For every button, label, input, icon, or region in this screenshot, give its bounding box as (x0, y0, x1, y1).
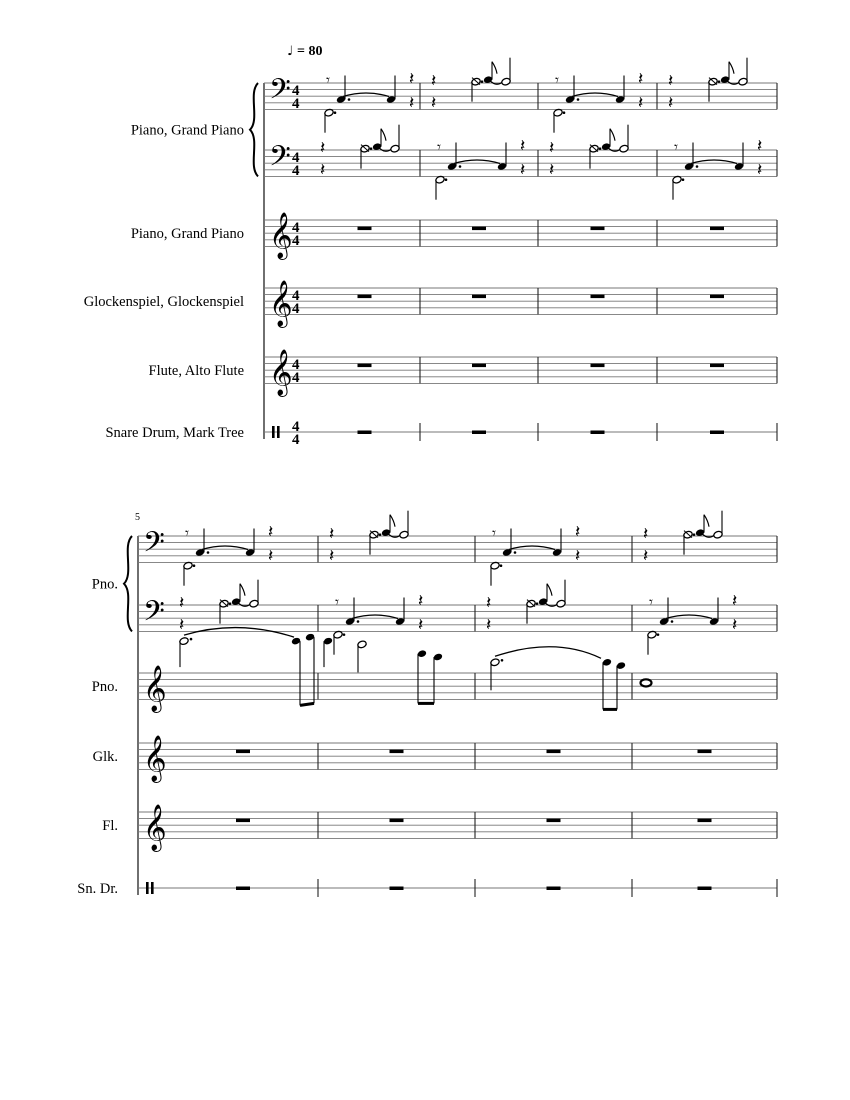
whole-rest-icon (710, 364, 724, 368)
whole-rest-icon (358, 295, 372, 299)
whole-rest-icon (236, 750, 250, 754)
measure-1 (320, 125, 400, 180)
treble-clef-icon: 𝄞 (269, 280, 293, 327)
measure-4 (672, 136, 762, 200)
bass-clef-icon: 𝄢 (143, 526, 165, 567)
measure-2 (472, 364, 486, 368)
measure-6 (390, 887, 404, 891)
staff-piano1-lh (264, 125, 777, 200)
measure-6 (333, 591, 423, 655)
treble-clef-icon: 𝄞 (269, 349, 293, 396)
measure-3 (591, 295, 605, 299)
tempo-marking (287, 44, 322, 59)
measure-3 (591, 431, 605, 435)
quarter-rest-icon: 𝄽 (179, 614, 185, 635)
quarter-rest-icon: 𝄽 (549, 159, 555, 180)
whole-rest-icon (472, 295, 486, 299)
time-signature-denominator: 4 (292, 96, 300, 113)
quarter-rest-icon: 𝄽 (549, 138, 555, 158)
time-signature-numerator: 4 (292, 288, 300, 305)
measure-7 (486, 580, 566, 635)
quarter-rest-icon: 𝄽 (431, 92, 437, 113)
eighth-rest-icon: 𝄾 (492, 524, 496, 542)
time-signature-denominator: 4 (292, 301, 300, 318)
eighth-rest-icon: 𝄾 (649, 593, 653, 611)
quarter-rest-icon: 𝄽 (638, 92, 644, 113)
whole-rest-icon (472, 431, 486, 435)
whole-rest-icon (472, 364, 486, 368)
whole-rest-icon (236, 819, 250, 823)
treble-clef-icon: 𝄞 (269, 212, 293, 259)
time-signature-numerator: 4 (292, 83, 300, 100)
eighth-rest-icon: 𝄾 (437, 138, 441, 156)
piano-brace (250, 83, 258, 176)
system-2 (77, 511, 777, 897)
treble-clef-icon: 𝄞 (143, 665, 167, 712)
staff-piano1-lh (138, 580, 777, 655)
quarter-rest-icon: 𝄽 (418, 614, 424, 635)
staff-snare (105, 419, 777, 448)
instrument-label: Flute, Alto Flute (148, 363, 244, 380)
measure-4 (668, 58, 748, 113)
bass-clef-icon: 𝄢 (269, 140, 291, 181)
instrument-label: Pno. (91, 679, 118, 696)
system-1 (84, 58, 777, 448)
quarter-rest-icon: 𝄽 (179, 593, 185, 613)
measure-5 (236, 750, 250, 754)
measure-3 (591, 364, 605, 368)
staff-piano2 (131, 212, 777, 260)
measure-2 (472, 295, 486, 299)
instrument-label: Snare Drum, Mark Tree (105, 425, 244, 441)
bass-clef-icon: 𝄢 (143, 595, 165, 636)
quarter-rest-icon: 𝄽 (320, 138, 326, 158)
instrument-label: Piano, Grand Piano (130, 122, 244, 139)
measure-8 (641, 679, 652, 686)
whole-rest-icon (591, 364, 605, 368)
whole-rest-icon (698, 819, 712, 823)
time-signature-denominator: 4 (292, 233, 300, 250)
time-signature-denominator: 4 (292, 163, 300, 180)
quarter-rest-icon: 𝄽 (520, 159, 526, 180)
measure-8 (647, 591, 737, 655)
quarter-rest-icon: 𝄽 (643, 545, 649, 566)
quarter-rest-icon: 𝄽 (409, 92, 415, 113)
measure-5 (236, 887, 250, 891)
quarter-rest-icon: 𝄽 (329, 524, 335, 544)
measure-6 (323, 637, 443, 704)
whole-rest-icon (710, 431, 724, 435)
bass-clef-icon: 𝄢 (269, 73, 291, 114)
quarter-rest-icon: 𝄽 (431, 71, 437, 91)
measure-6 (329, 511, 409, 566)
measure-8 (643, 511, 723, 566)
measure-3 (591, 227, 605, 231)
instrument-label: Pno. (91, 576, 118, 593)
time-signature-numerator: 4 (292, 419, 300, 435)
eighth-rest-icon: 𝄾 (326, 71, 330, 89)
quarter-rest-icon: 𝄽 (668, 92, 674, 113)
measure-7 (490, 647, 626, 710)
whole-rest-icon (547, 750, 561, 754)
quarter-rest-icon: 𝄽 (732, 614, 738, 635)
whole-rest-icon (358, 227, 372, 231)
time-signature-numerator: 4 (292, 150, 300, 167)
quarter-rest-icon: 𝄽 (638, 69, 644, 89)
quarter-rest-icon: 𝄽 (757, 159, 763, 180)
measure-6 (390, 819, 404, 823)
measure-7 (547, 819, 561, 823)
whole-note (641, 679, 652, 686)
measure-2 (472, 227, 486, 231)
quarter-rest-icon: 𝄽 (575, 545, 581, 566)
measure-3 (549, 125, 629, 180)
time-signature-denominator: 4 (292, 370, 300, 387)
treble-clef-icon: 𝄞 (143, 804, 167, 851)
measure-1 (324, 69, 414, 133)
tempo-text: = 80 (297, 44, 323, 59)
whole-rest-icon (358, 431, 372, 435)
quarter-rest-icon: 𝄽 (757, 136, 763, 156)
whole-rest-icon (710, 227, 724, 231)
quarter-rest-icon: 𝄽 (643, 524, 649, 544)
quarter-note-icon: ♩ (287, 44, 294, 59)
piano-brace (124, 536, 132, 631)
quarter-rest-icon: 𝄽 (520, 136, 526, 156)
whole-rest-icon (390, 887, 404, 891)
measure-1 (358, 227, 372, 231)
measure-5 (183, 522, 273, 586)
quarter-rest-icon: 𝄽 (575, 522, 581, 542)
time-signature-numerator: 4 (292, 220, 300, 237)
staff-flute (102, 804, 777, 852)
instrument-label: Fl. (102, 818, 118, 835)
whole-rest-icon (390, 819, 404, 823)
whole-rest-icon (591, 431, 605, 435)
staff-glockenspiel (84, 280, 777, 328)
measure-5 (179, 580, 259, 635)
staff-glockenspiel (93, 735, 777, 783)
instrument-label: Glk. (92, 749, 118, 766)
time-signature-denominator: 4 (292, 432, 300, 448)
measure-number: 5 (135, 512, 140, 523)
measure-5 (236, 819, 250, 823)
time-signature-numerator: 4 (292, 357, 300, 374)
whole-rest-icon (472, 227, 486, 231)
quarter-rest-icon: 𝄽 (409, 69, 415, 89)
measure-2 (435, 136, 525, 200)
quarter-rest-icon: 𝄽 (668, 71, 674, 91)
measure-4 (710, 364, 724, 368)
measure-3 (553, 69, 643, 133)
whole-rest-icon (547, 819, 561, 823)
quarter-rest-icon: 𝄽 (486, 593, 492, 613)
whole-rest-icon (547, 887, 561, 891)
systems (77, 58, 777, 897)
whole-rest-icon (698, 750, 712, 754)
measure-2 (472, 431, 486, 435)
measure-7 (547, 887, 561, 891)
whole-rest-icon (390, 750, 404, 754)
quarter-rest-icon: 𝄽 (732, 591, 738, 611)
staff-piano1-rh (92, 511, 777, 593)
eighth-rest-icon: 𝄾 (185, 524, 189, 542)
measure-2 (431, 58, 511, 113)
measure-4 (710, 295, 724, 299)
eighth-rest-icon: 𝄾 (555, 71, 559, 89)
measure-4 (710, 227, 724, 231)
measure-4 (710, 431, 724, 435)
quarter-rest-icon: 𝄽 (268, 522, 274, 542)
measure-8 (698, 750, 712, 754)
eighth-rest-icon: 𝄾 (674, 138, 678, 156)
measure-7 (547, 750, 561, 754)
whole-rest-icon (591, 295, 605, 299)
measure-1 (358, 364, 372, 368)
whole-rest-icon (236, 887, 250, 891)
measure-7 (490, 522, 580, 586)
instrument-label: Glockenspiel, Glockenspiel (83, 294, 244, 311)
quarter-rest-icon: 𝄽 (418, 591, 424, 611)
staff-piano2 (92, 628, 777, 714)
measure-5 (179, 628, 315, 706)
measure-1 (358, 431, 372, 435)
quarter-rest-icon: 𝄽 (268, 545, 274, 566)
eighth-rest-icon: 𝄾 (335, 593, 339, 611)
staff-snare (77, 879, 777, 897)
measure-8 (698, 887, 712, 891)
whole-rest-icon (358, 364, 372, 368)
treble-clef-icon: 𝄞 (143, 735, 167, 782)
quarter-rest-icon: 𝄽 (320, 159, 326, 180)
instrument-label: Sn. Dr. (77, 881, 118, 897)
instrument-label: Piano, Grand Piano (130, 226, 244, 243)
staff-piano1-rh (131, 58, 777, 139)
measure-8 (698, 819, 712, 823)
staff-flute (149, 349, 777, 397)
whole-rest-icon (698, 887, 712, 891)
whole-rest-icon (591, 227, 605, 231)
measure-1 (358, 295, 372, 299)
quarter-rest-icon: 𝄽 (486, 614, 492, 635)
quarter-rest-icon: 𝄽 (329, 545, 335, 566)
whole-rest-icon (710, 295, 724, 299)
measure-6 (390, 750, 404, 754)
